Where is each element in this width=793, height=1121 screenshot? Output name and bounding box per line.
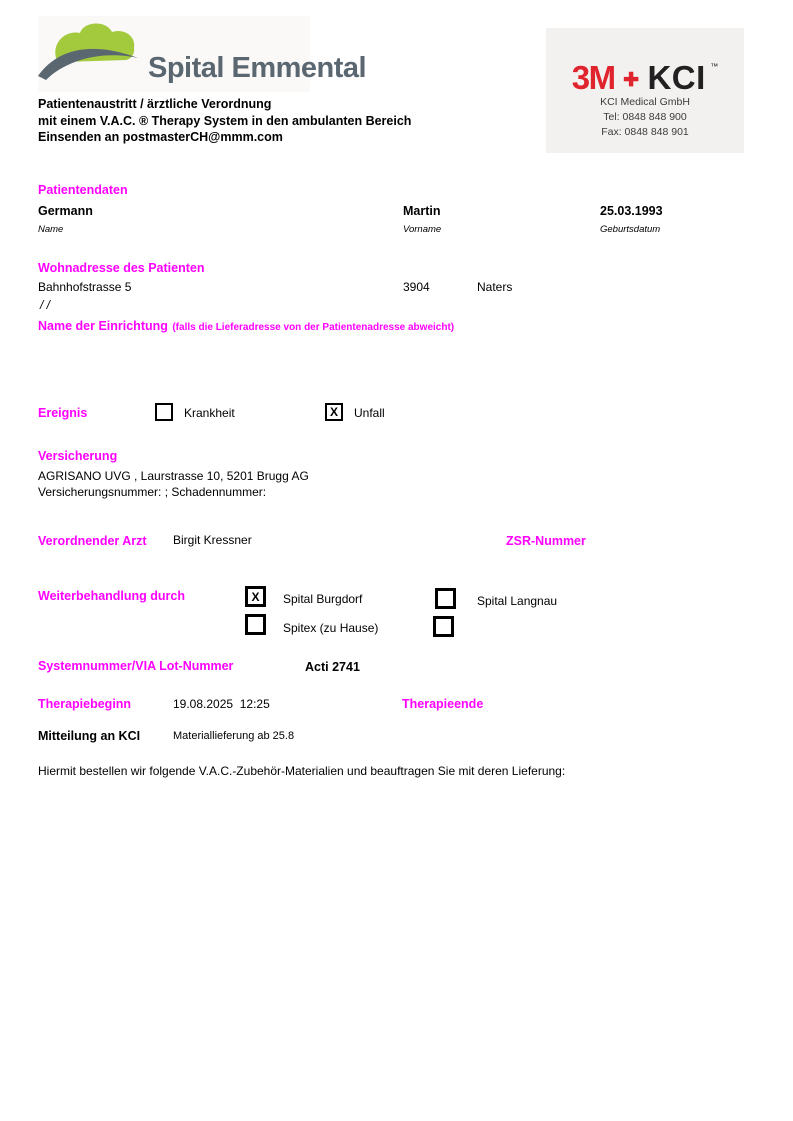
section-heading-ereignis: Ereignis (38, 406, 88, 420)
einrichtung-heading-text: Name der Einrichtung (38, 319, 168, 333)
section-heading-zsr: ZSR-Nummer (506, 534, 586, 548)
therapiebeginn-value: 19.08.2025 12:25 (173, 697, 270, 711)
checkbox-spitex[interactable] (245, 614, 266, 635)
address-plz: 3904 (403, 280, 430, 294)
3m-wordmark: 3M (571, 59, 615, 96)
checkbox-unfall[interactable]: X (325, 403, 343, 421)
label-krankheit: Krankheit (184, 406, 235, 420)
logo-wordmark: Spital Emmental (148, 52, 367, 84)
patient-name-label: Name (38, 224, 64, 235)
form-title-block (38, 96, 411, 146)
einrichtung-heading-note: (falls die Lieferadresse von der Patientenadresse abweicht) (172, 322, 455, 333)
kci-company: KCI Medical GmbH (600, 96, 690, 108)
kci-tel: Tel: 0848 848 900 (603, 111, 687, 123)
label-spitex: Spitex (zu Hause) (283, 621, 379, 635)
mitteilung-value: Materiallieferung ab 25.8 (173, 730, 295, 742)
kci-wordmark: KCI (647, 59, 706, 96)
spital-emmental-logo (38, 16, 367, 92)
kci-contact-block (546, 95, 744, 140)
section-heading-patientendaten: Patientendaten (38, 183, 128, 197)
address-city: Naters (477, 280, 513, 294)
section-heading-wohnadresse: Wohnadresse des Patienten (38, 261, 205, 275)
doctor-name-value: Birgit Kressner (173, 533, 252, 547)
checkbox-treatment-other[interactable] (433, 616, 454, 637)
form-title-line2: mit einem V.A.C. ® Therapy System in den ambulanten Bereich (38, 113, 412, 128)
trademark-symbol: ™ (710, 62, 719, 71)
order-statement: Hiermit bestellen wir folgende V.A.C.-Zubehör-Materialien und beauftragen Sie mit deren Lieferung: (38, 764, 566, 778)
patient-geburtsdatum-label: Geburtsdatum (600, 224, 661, 235)
patient-geburtsdatum-value: 25.03.1993 (600, 204, 663, 218)
form-title-line3: Einsenden an postmasterCH@mmm.com (38, 130, 283, 144)
patient-vorname-label: Vorname (403, 224, 442, 235)
patient-vorname-value: Martin (403, 204, 441, 218)
checkbox-krankheit[interactable] (155, 403, 173, 421)
address-extra: / / (40, 298, 51, 312)
section-heading-therapieende: Therapieende (402, 697, 484, 711)
section-heading-systemnummer: Systemnummer/VIA Lot-Nummer (38, 659, 234, 673)
insurance-line2: Versicherungsnummer: ; Schadennummer: (38, 485, 267, 499)
form-title-line1: Patientenaustritt / ärztliche Verordnung (38, 97, 272, 111)
section-heading-arzt: Verordnender Arzt (38, 534, 147, 548)
checkbox-spital-burgdorf[interactable]: X (245, 586, 266, 607)
kci-fax: Fax: 0848 848 901 (601, 126, 689, 138)
label-unfall: Unfall (354, 406, 385, 420)
label-spital-langnau: Spital Langnau (477, 594, 558, 608)
section-heading-mitteilung: Mitteilung an KCI (38, 729, 141, 743)
insurance-line1: AGRISANO UVG , Laurstrasse 10, 5201 Brugg AG (38, 469, 309, 483)
kci-supplier-box (546, 28, 744, 153)
section-heading-therapiebeginn: Therapiebeginn (38, 697, 132, 711)
checkbox-spital-langnau[interactable] (435, 588, 456, 609)
section-heading-weiterbehandlung: Weiterbehandlung durch (38, 589, 185, 603)
systemnummer-value: Acti 2741 (305, 660, 360, 674)
address-street: Bahnhofstrasse 5 (38, 280, 132, 294)
plus-icon: ✚ (623, 70, 639, 91)
label-spital-burgdorf: Spital Burgdorf (283, 592, 363, 606)
patient-name-value: Germann (38, 204, 93, 218)
section-heading-versicherung: Versicherung (38, 449, 118, 463)
section-heading-einrichtung (38, 317, 454, 335)
hills-swoosh-icon (38, 18, 146, 82)
